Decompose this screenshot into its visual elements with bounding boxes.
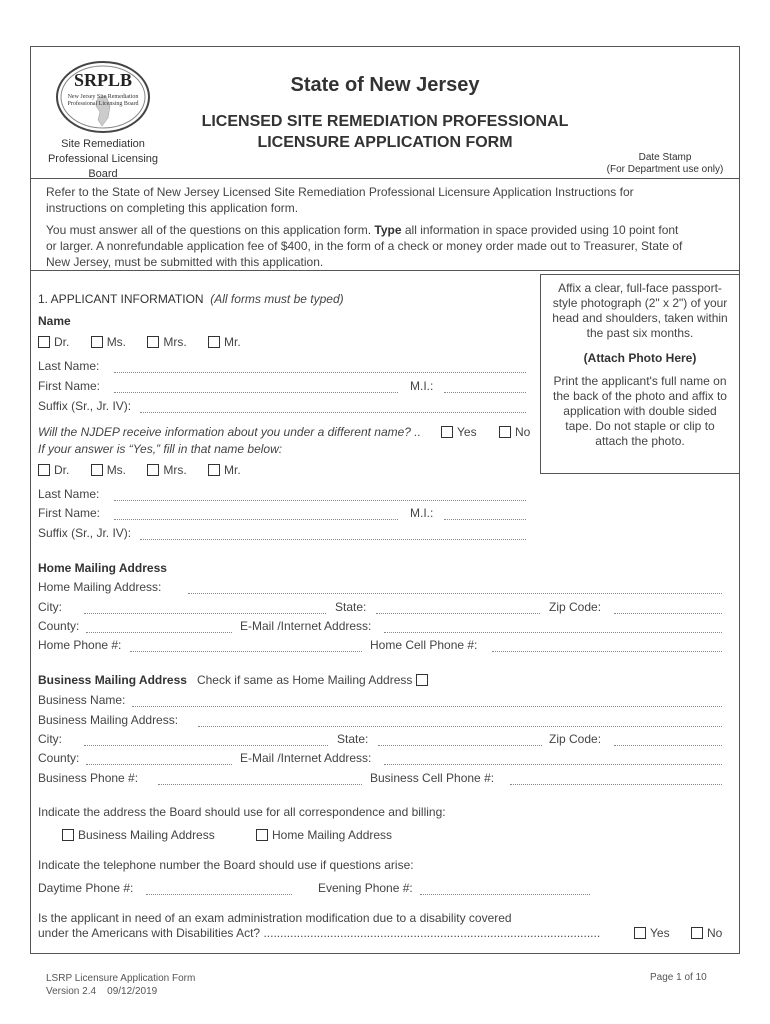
section-applicant-heading: 1. APPLICANT INFORMATION (All forms must be typed) [38, 292, 344, 306]
home-county-field[interactable] [86, 632, 232, 633]
alt-mi-field[interactable] [444, 519, 526, 520]
photo-box[interactable] [540, 274, 740, 474]
name-label: Name [38, 314, 71, 328]
business-state-field[interactable] [378, 745, 542, 746]
home-email-field[interactable] [384, 632, 722, 633]
evening-phone-field[interactable] [420, 894, 590, 895]
business-name-field[interactable] [132, 706, 722, 707]
ada-question-line-2: under the Americans with Disabilities Act? ..................................................................................................... [38, 926, 601, 940]
ada-question-line-1: Is the applicant in need of an exam administration modification due to a disability covered [38, 911, 512, 925]
business-name-label: Business Name: [38, 693, 126, 707]
photo-instructions-2: Print the applicant's full name on the back of the photo and affix to application with double sided tape. Do not staple or clip to attach the photo. [553, 374, 727, 448]
alt-last-name-label: Last Name: [38, 487, 100, 501]
different-name-yes-checkbox[interactable] [441, 426, 453, 438]
mi-field[interactable] [444, 392, 526, 393]
alt-title-dr-checkbox[interactable] [38, 464, 50, 476]
business-city-label: City: [38, 732, 62, 746]
evening-phone-label: Evening Phone #: [318, 881, 413, 895]
alt-title-mr-checkbox[interactable] [208, 464, 220, 476]
home-state-label: State: [335, 600, 367, 614]
alt-first-name-label: First Name: [38, 506, 101, 520]
home-city-field[interactable] [84, 613, 326, 614]
home-county-label: County: [38, 619, 80, 633]
ada-yes: Yes [634, 926, 670, 940]
different-name-question: Will the NJDEP receive information about you under a different name? .. [38, 425, 421, 439]
different-name-no-checkbox[interactable] [499, 426, 511, 438]
suffix-field[interactable] [140, 412, 526, 413]
daytime-phone-label: Daytime Phone #: [38, 881, 134, 895]
correspondence-question: Indicate the address the Board should use for all correspondence and billing: [38, 805, 446, 819]
svg-text:SRPLB: SRPLB [73, 70, 133, 90]
suffix-label: Suffix (Sr., Jr. IV): [38, 399, 132, 413]
alt-title-ms-checkbox[interactable] [91, 464, 103, 476]
home-address-field[interactable] [188, 593, 722, 594]
ada-no-checkbox[interactable] [691, 927, 703, 939]
different-name-yes: Yes [441, 425, 477, 439]
business-address-field[interactable] [198, 726, 722, 727]
alt-suffix-label: Suffix (Sr., Jr. IV): [38, 526, 132, 540]
home-phone-field[interactable] [130, 651, 362, 652]
intro-paragraph-1: Refer to the State of New Jersey Licensed Site Remediation Professional Licensure Application Instructions for instructions on completing this application form. [46, 185, 634, 215]
business-address-label: Business Mailing Address: [38, 713, 179, 727]
logo-caption: Site Remediation Professional Licensing Board [47, 138, 159, 180]
home-cell-field[interactable] [492, 651, 722, 652]
correspondence-business-checkbox[interactable] [62, 829, 74, 841]
business-cell-field[interactable] [510, 784, 722, 785]
svg-text:Professional Licensing Board: Professional Licensing Board [67, 101, 139, 107]
home-phone-label: Home Phone #: [38, 638, 122, 652]
alt-name-title-options: Dr. Ms. Mrs. Mr. [38, 463, 241, 477]
name-title-options: Dr. Ms. Mrs. Mr. [38, 335, 241, 349]
date-stamp: Date Stamp (For Department use only) [606, 152, 724, 175]
business-email-label: E-Mail /Internet Address: [240, 751, 372, 765]
form-title: LICENSED SITE REMEDIATION PROFESSIONAL LICENSURE APPLICATION FORM [201, 113, 569, 151]
last-name-field[interactable] [114, 372, 526, 373]
attach-photo-label: (Attach Photo Here) [583, 351, 697, 365]
business-county-label: County: [38, 751, 80, 765]
ada-no: No [691, 926, 722, 940]
correspondence-home-option: Home Mailing Address [256, 828, 392, 842]
alt-suffix-field[interactable] [140, 539, 526, 540]
business-zip-label: Zip Code: [549, 732, 602, 746]
photo-instructions: Affix a clear, full-face passport-style photograph (2" x 2") of your head and shoulders, taken within the past six months. [552, 281, 728, 340]
title-mrs-checkbox[interactable] [147, 336, 159, 348]
intro-paragraph-2: You must answer all of the questions on this application form. Type all information in space provided using 10 point font or larger. A nonrefundable application fee of $400, in the form of a check or money order made out to Treasurer, State of New Jersey, must be submitted with this application. [46, 223, 683, 269]
business-city-field[interactable] [84, 745, 328, 746]
mi-label: M.I.: [410, 379, 434, 393]
home-zip-label: Zip Code: [549, 600, 602, 614]
same-as-home-checkbox[interactable] [416, 674, 428, 686]
home-state-field[interactable] [376, 613, 540, 614]
first-name-label: First Name: [38, 379, 101, 393]
alt-first-name-field[interactable] [114, 519, 398, 520]
business-phone-field[interactable] [158, 784, 362, 785]
business-county-field[interactable] [86, 764, 232, 765]
phone-preference-question: Indicate the telephone number the Board should use if questions arise: [38, 858, 414, 872]
intro-divider [30, 270, 740, 271]
business-email-field[interactable] [384, 764, 722, 765]
different-name-no: No [499, 425, 530, 439]
home-address-label: Home Mailing Address: [38, 580, 162, 594]
svg-text:New Jersey Site Remediation: New Jersey Site Remediation [67, 94, 139, 100]
alt-mi-label: M.I.: [410, 506, 434, 520]
state-title: State of New Jersey [290, 74, 480, 96]
last-name-label: Last Name: [38, 359, 100, 373]
daytime-phone-field[interactable] [146, 894, 292, 895]
home-address-heading: Home Mailing Address [38, 561, 167, 575]
footer-form-info: LSRP Licensure Application Form Version 2.4 09/12/2019 [46, 973, 196, 997]
alt-last-name-field[interactable] [114, 500, 526, 501]
home-city-label: City: [38, 600, 62, 614]
title-ms-checkbox[interactable] [91, 336, 103, 348]
business-phone-label: Business Phone #: [38, 771, 139, 785]
alt-title-mrs-checkbox[interactable] [147, 464, 159, 476]
first-name-field[interactable] [114, 392, 398, 393]
home-zip-field[interactable] [614, 613, 722, 614]
title-mr-checkbox[interactable] [208, 336, 220, 348]
business-zip-field[interactable] [614, 745, 722, 746]
correspondence-home-checkbox[interactable] [256, 829, 268, 841]
business-address-heading-row: Business Mailing Address Check if same as Home Mailing Address [38, 673, 432, 687]
different-name-note: If your answer is “Yes,” fill in that name below: [38, 442, 283, 456]
srplb-logo [54, 58, 152, 136]
correspondence-business-option: Business Mailing Address [62, 828, 215, 842]
home-cell-label: Home Cell Phone #: [370, 638, 478, 652]
business-state-label: State: [337, 732, 369, 746]
ada-yes-checkbox[interactable] [634, 927, 646, 939]
page-number: Page 1 of 10 [650, 972, 707, 983]
title-dr-checkbox[interactable] [38, 336, 50, 348]
home-email-label: E-Mail /Internet Address: [240, 619, 372, 633]
business-cell-label: Business Cell Phone #: [370, 771, 495, 785]
